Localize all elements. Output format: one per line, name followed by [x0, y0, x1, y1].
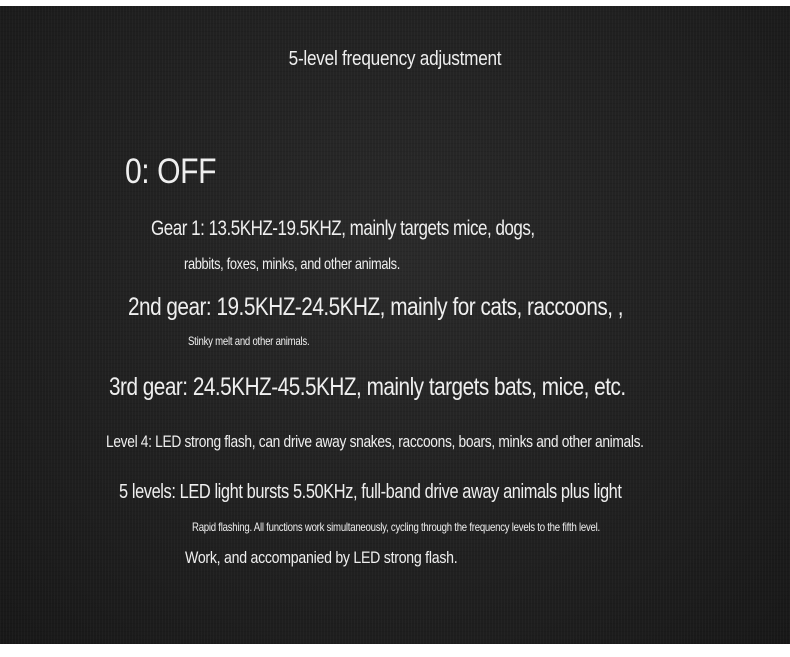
gear-5-detail-continued: Work, and accompanied by LED strong flash.: [185, 548, 458, 567]
gear-3-heading: 3rd gear: 24.5KHZ-45.5KHZ, mainly targets bats, mice, etc.: [109, 373, 626, 401]
gear-1-detail: rabbits, foxes, minks, and other animals.: [184, 256, 400, 273]
gear-5-heading: 5 levels: LED light bursts 5.50KHz, full-band drive away animals plus light: [119, 481, 622, 503]
gear-2-heading: 2nd gear: 19.5KHZ-24.5KHZ, mainly for cats, raccoons, ,: [128, 293, 624, 321]
panel-title: 5-level frequency adjustment: [288, 48, 502, 70]
frequency-panel: [0, 6, 790, 644]
gear-4-heading: Level 4: LED strong flash, can drive away snakes, raccoons, boars, minks and other animals.: [106, 432, 644, 451]
gear-1-heading: Gear 1: 13.5KHZ-19.5KHZ, mainly targets mice, dogs,: [151, 217, 535, 240]
gear-5-detail: Rapid flashing. All functions work simultaneously, cycling through the frequency levels to the fifth level.: [192, 520, 600, 534]
gear-2-detail: Stinky melt and other animals.: [188, 334, 310, 348]
level-off-label: 0: OFF: [125, 152, 217, 191]
